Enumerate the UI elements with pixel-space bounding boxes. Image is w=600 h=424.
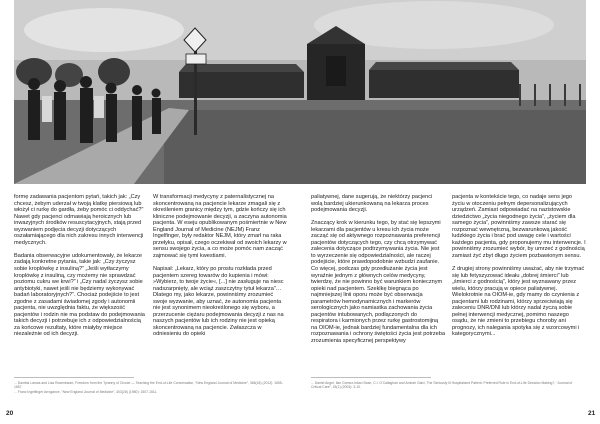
- text-column-4: [452, 194, 586, 344]
- photo-illustration: [14, 0, 586, 184]
- text-column-3: [311, 194, 445, 351]
- footnote: ... Daniel Angel, Ilan Gomez-Inkan Sean, C.I. O'Callaghan and Amirah Galvi, The Seriously Ill Hospitalized Patient: Preferred Role in End-of-Life Decision Making?, “Journal of Critical Care”, 18(1) (2003): 3-10.: [311, 381, 573, 390]
- paragraph: W transformacji medycyny z paternalistycznej na skoncentrowaną na pacjencie lekarze zmagali się z określeniem granicy między tym, gdzie kończy się ich kliniczne podejmowanie decyzji, a zaczyna autonomia pacjenta. W eseju opublikowanym pośmiertnie w New England Journal of Medicine (NEJM) Franz Ingelfinger, były redaktor NEJM, który zmarł na raka przełyku, opisał, czego oczekiwał od swoich lekarzy w sensu swojego życia, a co może pomóc nam zacząć zajmować się tymi kwestiami.: [153, 194, 287, 259]
- paragraph: pacjenta w kontekście tego, co nadaje sens jego życiu w otoczeniu pełnym depersonalizujących urządzeń. Zamiast odpowiadać na nazistowskie dziedzictwo „życia niegodnego życia”, „życiem dla samego życia”, powinniśmy zawsze starać się rozpoznać wewnętrzną, bezwarunkową jakość ludzkiego życia i brać pod uwagę cele i wartości każdego pacjenta, gdy proponujemy mu interwencje. I powinniśmy zrozumieć wybór, by umrzeć z godnością zamiast żyć zbyt długo życiem pozbawionym sensu.: [452, 194, 586, 259]
- footnote: ... Daniela Lamas and Lisa Rosenbaum, Freedom from the Tyranny of Choice — Teaching the End-of-Life Conversation, “New England Journal of Medicine”, 366(18) (2012): 1655-1657.: [14, 381, 283, 390]
- footnote: ... Franz Ingelfinger Arrogance, “New England Journal of Medicine”, 303(26) (1980): 1507-1511.: [14, 389, 158, 394]
- footnotes-left: [14, 381, 284, 394]
- text-column-1: [14, 194, 148, 344]
- paragraph: formę zadawania pacjentom pytań, takich jak: „Czy chcesz, żebym uderzał w twoją klatkę piersiową lub włożył ci rurkę do gardła, żeby pomóc ci oddychać?” Nawet gdy pacjenci odmawiają heroicznych lub inwazyjnych środków resuscytacyjnych, stają przed wyzwaniem podjęcia decyzji dotyczących oszałamiającego dla nich zakresu innych interwencji medycznych.: [14, 194, 144, 246]
- paragraph: Z drugiej strony powinniśmy uważać, aby nie trzymać się lub fetyszyzować ideału „dobrej śmierci” lub „śmierci z godnością”, który jest wyznawany przez wielu, którzy pracują w opiece paliatywnej. Wielokrotnie na OIOM-ie, gdy mamy do czynienia z pacjentami lub rodzinami, którzy sprzeciwiają się zaleceniu DNR/DNI lub którzy nadal życzą sobie pełnej interwencji medycznej, pomimo naszego osądu, że nie zmieni to przebiegu choroby ani prognozy, ich nalegania spotyka się z wzorcowymi i kategorycznymi...: [452, 265, 585, 338]
- footnotes-right: [311, 381, 583, 390]
- page-number-left: 20: [6, 410, 14, 417]
- text-column-2: [153, 194, 287, 344]
- header-photo: [14, 0, 586, 184]
- paragraph: Znaczący krok w kierunku tego, by stać się lepszymi lekarzami dla pacjentów u kresu ich życia może zacząć się od aktywnego rozpoznawania preferencji pacjentów dotyczących tego, czy chcą otrzymywać zalecenia dotyczące podtrzymywania życia. Nie jest to wyrzeczenie się odpowiedzialności, ale raczej podejście, które prawdopodobnie wzbudzi zaufanie. Co więcej, podczas gdy przedłużanie życia jest wyraźnie jednym z głównych celów medycyny, twierdzę, że nie powinno być warunkiem koniecznym opieki nad pacjentem. Szeklkę biegnąca po najmniejszej linii oporu może być obserwacja parametrów hemodynamicznych i markerów serologicznych jako namiastka zachowania życia pacjentów intubowanych, podłączonych do respiratora i karmionych przez rurkę gastrostomijną na OIOM-ie, jednak bardziej fundamentalna dla ich rozpoznawania i ochrony świętości życia jest potrzeba zrozumienia specyficznej perspektywy: [311, 220, 446, 344]
- page-number-right: 21: [588, 410, 596, 417]
- paragraph: Badania obserwacyjne udokumentowały, że lekarze zadają konkretne pytania, takie jak: „Czy życzysz sobie kroplówkę z insuliną?” „Jeśli wytłaczymy kroplówkę z insuliną, czy możemy nie sprawdzać poziomu cukru we krwi?” i „Czy nadal życzysz sobie antybiotyki, nawet jeśli nie będziemy wykonywać badań laboratoryjnych?”. Chociaż podejście to jest zgodne z zasadami świadomej zgody i autonomii pacjenta, nie uwzględnia faktu, że większość pacjentów i rodzin nie ma podstaw do podejmowania takich decyzji i potrzebuje ich z odpowiedzialnością za końcowe rezultaty, które miałyby miejsce niezależnie od ich decyzji.: [14, 252, 145, 338]
- paragraph: paliatywnej, dane sugerują, że niektórzy pacjenci wolą bardziej ukierunkowaną na lekarza proces podejmowania decyzji.: [311, 194, 433, 214]
- paragraph: Napisał: „Lekarz, który po prostu rozkłada przed pacjentem szereg towarów do kupienia i mówi: »Wybierz, to twoje życie«, [...] nie zasługuje na niesc nadszarpnięty, ale wciąż zaszczytny tytuł lekarza”… Dlatego my, jako lekarze, powinniśmy zrozumieć swoje wyzwanie, aby uznać, że autonomia pacjenta nie jest synonimem nieokreślonego się wyboru, a przerzucenie ciężaru podejmowania decyzji z nas na naszych pacjentów lub ich rodziny nie jest opieką skoncentrowaną na pacjencie. Zwłaszcza w odniesieniu do opieki: [153, 265, 284, 338]
- footnote-rule: [14, 377, 134, 378]
- footnote-rule: [311, 377, 431, 378]
